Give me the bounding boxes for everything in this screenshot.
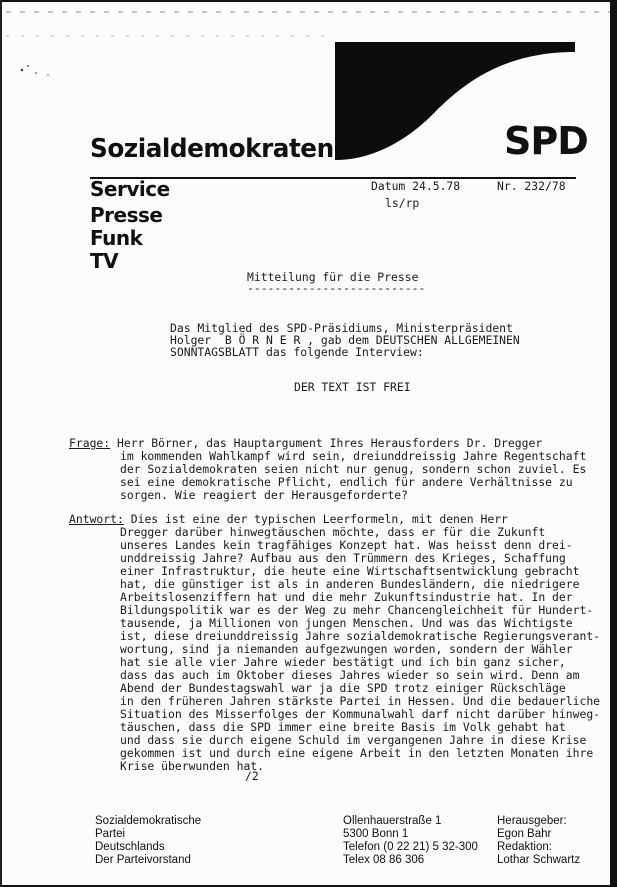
reference-initials: ls/rp	[385, 196, 420, 210]
footer-party-line: Deutschlands	[95, 841, 165, 853]
answer-line: tausende, ja Millionen von jungen Menschen. Und was das Wichtigste	[120, 616, 573, 630]
question-text-start: Herr Börner, das Hauptargument Ihres Herausforders Dr. Dregger	[110, 436, 543, 450]
intro-line: SONNTAGSBLATT das folgende Interview:	[170, 345, 424, 359]
page-border-left	[0, 0, 2, 887]
answer-line: unddreissig Jahre? Aufbau aus den Trümmern des Krieges, Schaffung	[120, 551, 566, 565]
question-line: sorgen. Wie reagiert der Herausgeforderte?	[120, 488, 409, 502]
brand-funk: Funk	[90, 226, 143, 250]
question-line: der Sozialdemokraten seien nicht nur genug, sondern schon zuviel. Es	[120, 462, 587, 476]
answer-line: hat, die günstiger ist als in anderen Bundesländern, die niedrigere	[120, 577, 580, 591]
answer-line: Abend der Bundestagswahl war ja die SPD trotz einiger Rückschläge	[120, 681, 566, 695]
answer-line: täuschen, dass die SPD immer eine breite Basis im Volk gehabt hat	[120, 720, 566, 734]
release-date: Datum 24.5.78	[371, 179, 461, 193]
answer-line: einer Infrastruktur, die heute eine Wirtschaftsentwicklung gebracht	[120, 564, 580, 578]
answer-line: unseres Landes kein tragfähiges Konzept hat. Was heisst denn drei-	[120, 538, 573, 552]
answer-line: und dass sie durch eigene Schuld im vergangenen Jahre in diese Krise	[120, 733, 587, 747]
brand-service: Service	[90, 177, 170, 201]
brand-presse: Presse	[90, 203, 163, 227]
document-title: Mitteilung für die Presse	[247, 270, 419, 284]
footer-editor-line: Redaktion:	[497, 841, 552, 853]
footer-editor-line: Egon Bahr	[497, 828, 552, 840]
answer-line: in den früheren Jahren stärkste Partei in Hessen. Und die bedauerliche	[120, 694, 601, 708]
spd-logo-text: SPD	[504, 119, 588, 163]
answer-label: Antwort:	[69, 512, 124, 526]
footer-address-line: 5300 Bonn 1	[343, 828, 409, 840]
answer-line: Arbeitslosenziffern hat und die mehr Zukunftsindustrie hat. In der	[120, 590, 573, 604]
release-number: Nr. 232/78	[497, 179, 566, 193]
question-line: sei eine demokratische Pflicht, endlich für andere Verhältnisse zu	[120, 475, 573, 489]
brand-name: Sozialdemokraten	[90, 134, 334, 164]
title-rule: --------------------------	[247, 281, 426, 295]
brand-tv: TV	[90, 249, 119, 273]
answer-line: hat sie alle vier Jahre wieder bestätigt und ich bin ganz sicher,	[120, 655, 566, 669]
question-first-line	[69, 436, 542, 450]
footer-editor-line: Herausgeber:	[497, 815, 567, 827]
release-note: DER TEXT IST FREI	[294, 380, 411, 394]
answer-line: wortung, sind ja niemanden aufgezwungen worden, sondern der Wähler	[120, 642, 573, 656]
answer-line: gekommen ist und durch eine eigene Arbeit in den letzten Monaten ihre	[120, 746, 594, 760]
question-line: im kommenden Wahlkampf wird sein, dreiunddreissig Jahre Regentschaft	[120, 449, 587, 463]
footer-address-line: Telex 08 86 306	[343, 854, 425, 866]
answer-line: dass das auch im Oktober dieses Jahres wieder so sein wird. Denn am	[120, 668, 580, 682]
answer-line: Krise überwunden hat.	[120, 759, 265, 773]
page-border-right	[610, 0, 617, 887]
footer-party-line: Sozialdemokratische	[95, 815, 202, 827]
intro-line: Das Mitglied des SPD-Präsidiums, Ministerpräsident	[170, 321, 513, 335]
answer-line: ist, diese dreiunddreissig Jahre sozialdemokratische Regierungsverant-	[120, 629, 601, 643]
footer-address-line: Telefon (0 22 21) 5 32-300	[343, 841, 478, 853]
page-continuation-marker: /2	[245, 769, 259, 783]
answer-line: Situation des Misserfolges der Kommunalwahl darf nicht darüber hinweg-	[120, 707, 601, 721]
intro-line: Holger B Ö R N E R , gab dem DEUTSCHEN ALLGEMEINEN	[170, 333, 520, 347]
answer-line: Dregger darüber hinwegtäuschen möchte, dass er für die Zukunft	[120, 525, 546, 539]
footer-party-line: Partei	[95, 828, 126, 840]
answer-line: Bildungspolitik war es der Weg zu mehr Chancengleichheit für Hundert-	[120, 603, 594, 617]
answer-text-start: Dies ist eine der typischen Leerformeln, mit denen Herr	[123, 512, 508, 526]
footer-address-line: Ollenhauerstraße 1	[343, 815, 442, 827]
footer-editor-line: Lothar Schwartz	[497, 854, 581, 866]
answer-first-line	[69, 512, 508, 526]
question-label: Frage:	[69, 436, 111, 450]
footer-party-line: Der Parteivorstand	[95, 854, 191, 866]
